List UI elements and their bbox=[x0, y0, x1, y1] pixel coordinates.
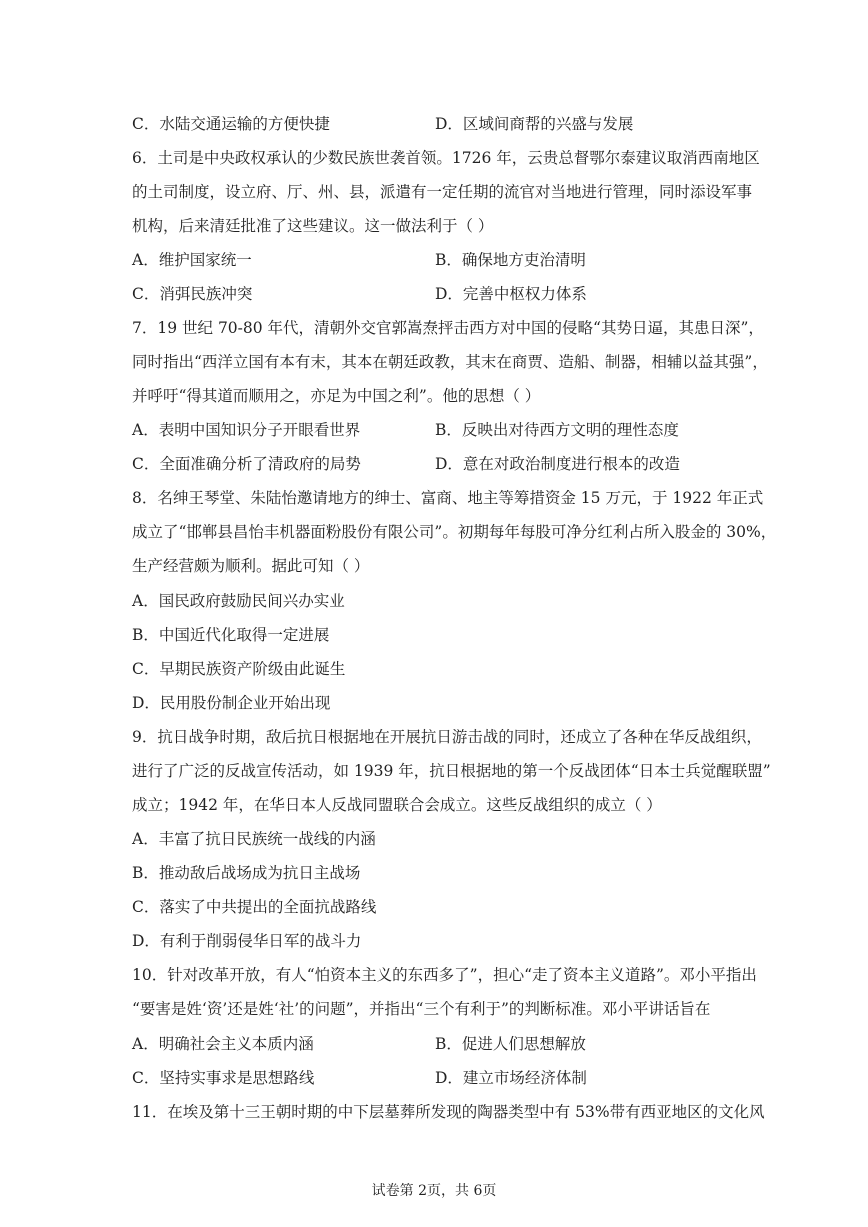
question-10-line-2: “要害是姓‘资’还是姓‘社’的问题”，并指出“三个有利于”的判断标准。邓小平讲话旨在 bbox=[132, 1000, 711, 1018]
q9-option-d: D．有利于削弱侵华日军的战斗力 bbox=[132, 932, 362, 950]
q9-option-c: C．落实了中共提出的全面抗战路线 bbox=[132, 898, 377, 916]
question-8-line-1: 8．名绅王琴堂、朱陆怡邀请地方的绅士、富商、地主等筹措资金 15 万元，于 1922 年正式 bbox=[132, 489, 764, 507]
q10-option-d: D．建立市场经济体制 bbox=[435, 1069, 587, 1087]
question-9-line-2: 进行了广泛的反战宣传活动，如 1939 年，抗日根据地的第一个反战团体“日本士兵觉醒联盟” bbox=[132, 762, 771, 780]
q8-option-a: A．国民政府鼓励民间兴办实业 bbox=[132, 592, 345, 610]
question-8-line-2: 成立了“邯郸县昌怡丰机器面粉股份有限公司”。初期每年每股可净分红利占所入股金的 30%， bbox=[132, 523, 777, 541]
question-9-line-1: 9．抗日战争时期，敌后抗日根据地在开展抗日游击战的同时，还成立了各种在华反战组织， bbox=[132, 728, 762, 746]
q8-option-b: B．中国近代化取得一定进展 bbox=[132, 626, 330, 644]
question-9-line-3: 成立；1942 年，在华日本人反战同盟联合会成立。这些反战组织的成立（ ） bbox=[132, 796, 662, 814]
q7-option-c: C．全面准确分析了清政府的局势 bbox=[132, 455, 361, 473]
q6-option-c: C．消弭民族冲突 bbox=[132, 285, 253, 303]
question-8-line-3: 生产经营颇为顺利。据此可知（ ） bbox=[132, 557, 370, 575]
question-6-line-3: 机构，后来清廷批准了这些建议。这一做法利于（ ） bbox=[132, 217, 494, 235]
q8-option-c: C．早期民族资产阶级由此诞生 bbox=[132, 660, 346, 678]
question-7-line-3: 并呼吁“得其道而顺用之，亦足为中国之利”。他的思想（ ） bbox=[132, 387, 541, 405]
q7-option-a: A．表明中国知识分子开眼看世界 bbox=[132, 421, 361, 439]
q7-option-b: B．反映出对待西方文明的理性态度 bbox=[435, 421, 679, 439]
q9-option-b: B．推动敌后战场成为抗日主战场 bbox=[132, 864, 361, 882]
q9-option-a: A．丰富了抗日民族统一战线的内涵 bbox=[132, 830, 376, 848]
q6-option-d: D．完善中枢权力体系 bbox=[435, 285, 587, 303]
question-10-line-1: 10．针对改革开放，有人“怕资本主义的东西多了”，担心“走了资本主义道路”。邓小平指出 bbox=[132, 966, 757, 984]
q6-option-b: B．确保地方吏治清明 bbox=[435, 251, 586, 269]
question-7-line-2: 同时指出“西洋立国有本有末，其本在朝廷政教，其末在商贾、造船、制器，相辅以益其强”， bbox=[132, 353, 768, 371]
q8-option-d: D．民用股份制企业开始出现 bbox=[132, 694, 331, 712]
q10-option-b: B．促进人们思想解放 bbox=[435, 1035, 586, 1053]
question-7-line-1: 7．19 世纪 70-80 年代，清朝外交官郭嵩焘抨击西方对中国的侵略“其势日逼，其患日深”， bbox=[132, 319, 764, 337]
question-6-line-1: 6．土司是中央政权承认的少数民族世袭首领。1726 年，云贵总督鄂尔泰建议取消西南地区 bbox=[132, 149, 760, 167]
q10-option-c: C．坚持实事求是思想路线 bbox=[132, 1069, 315, 1087]
q7-option-d: D．意在对政治制度进行根本的改造 bbox=[435, 455, 680, 473]
option-c: C．水陆交通运输的方便快捷 bbox=[132, 115, 330, 133]
q6-option-a: A．维护国家统一 bbox=[132, 251, 252, 269]
question-6-line-2: 的土司制度，设立府、厅、州、县，派遣有一定任期的流官对当地进行管理，同时添设军事 bbox=[132, 183, 753, 201]
q10-option-a: A．明确社会主义本质内涵 bbox=[132, 1035, 314, 1053]
question-11-line-1: 11．在埃及第十三王朝时期的中下层墓葬所发现的陶器类型中有 53%带有西亚地区的文化风 bbox=[132, 1103, 765, 1121]
page-footer: 试卷第 2页，共 6页 bbox=[371, 1183, 497, 1199]
option-d: D．区域间商帮的兴盛与发展 bbox=[435, 115, 634, 133]
